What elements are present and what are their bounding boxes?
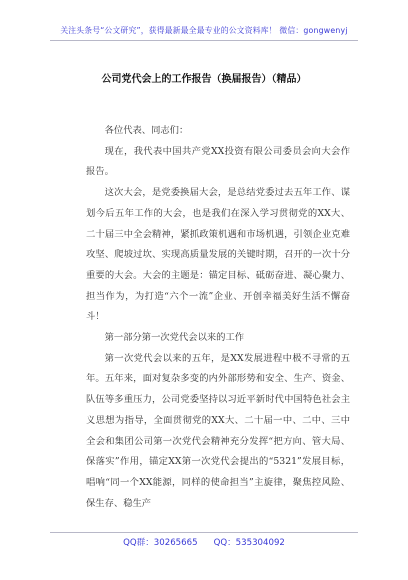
footer-contact [0,536,408,548]
body-paragraph-salutation: 各位代表、同志们： [104,125,189,136]
footer-qq-number: QQ：535304092 [213,538,285,548]
body-paragraph-review: 第一次党代会以来的五年，是XX发展进程中极不寻常的五年。五年来，面对复杂多变的内外部形势和安全、生产、资金、队伍等多重压力，公司党委坚持以习近平新时代中国特色社会主义思想为指导，全面贯彻党的XX大、二十届一中、二中、三中全会和集团公司第一次党代会精神充分发挥“把方向、管大局、保落实”作用，锚定XX第一次党代会提出的“5321”发展目标，唱响“同一个XX能源，同样的使命担当”主旋律，聚焦控风险、保生存、稳生产 [86,352,350,509]
footer-divider [50,532,358,533]
header-divider [50,40,358,41]
body-paragraph-intro: 现在，我代表中国共产党XX投资有限公司委员会向大会作报告。 [86,145,350,178]
footer-qq-group: QQ群：30265665 [123,538,198,548]
header-promo-note: 关注头条号“公文研究”，获得最新最全最专业的公文资料库！ 微信：gongwenyj [60,26,348,35]
document-body [86,121,350,514]
body-paragraph-theme: 这次大会，是党委换届大会，是总结党委过去五年工作、谋划今后五年工作的大会，也是我们在深入学习贯彻党的XX大、二十届三中全会精神，紧抓政策机遇和市场机遇，引领企业克难攻坚、爬坡过坎、实现高质量发展的关键时期，召开的一次十分重要的大会。大会的主题是：锚定目标、砥砺奋进、凝心聚力、担当作为，为打造“六个一流”企业、开创幸福美好生活不懈奋斗！ [86,187,350,323]
document-title: 公司党代会上的工作报告（换届报告）（精品） [101,74,307,85]
section-heading: 第一部分第一次党代会以来的工作 [104,332,245,344]
